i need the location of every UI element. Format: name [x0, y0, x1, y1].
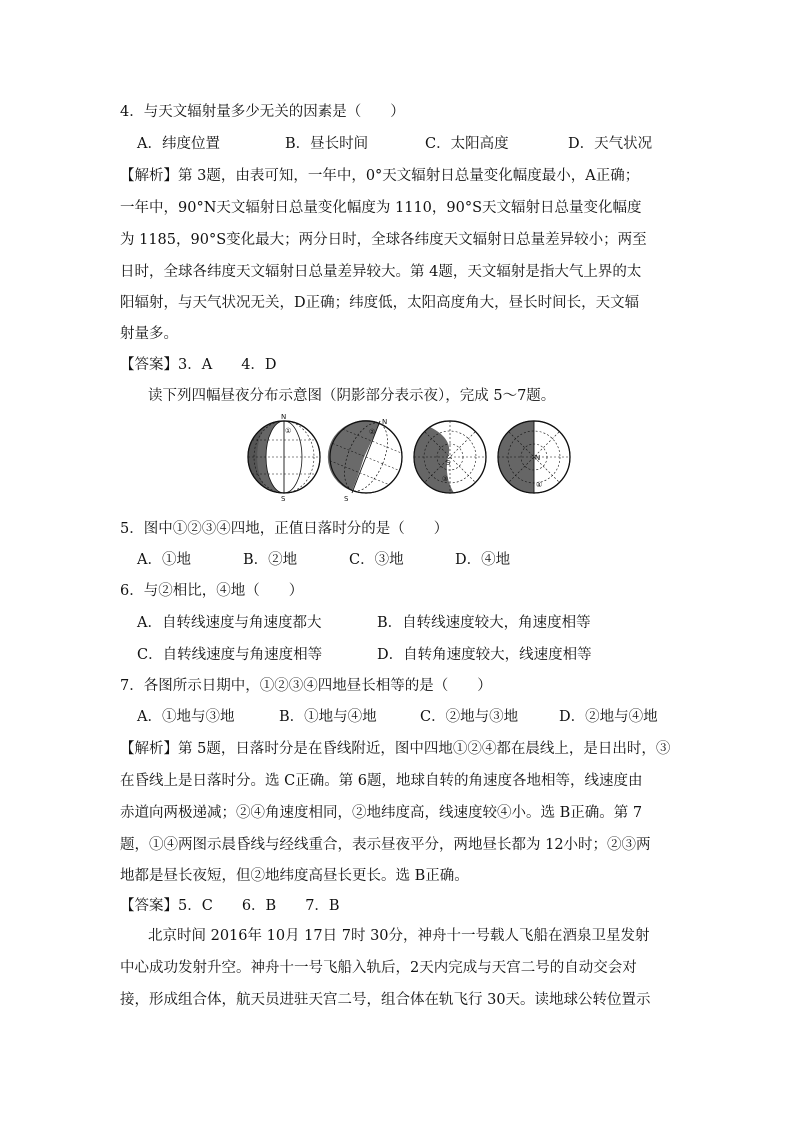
- q4-option-a: A．纬度位置: [137, 136, 220, 152]
- globe2-point-2-label: ②: [369, 428, 376, 436]
- para3-line-3: 接，形成组合体，航天员进驻天宫二号，组合体在轨飞行 30天。读地球公转位置示: [120, 992, 651, 1008]
- day-night-diagram-svg: [244, 412, 580, 502]
- globe1-south-label: S: [281, 495, 286, 502]
- q7-stem: 7．各图所示日期中，①②③④四地昼长相等的是（ ）: [120, 678, 492, 694]
- q4-option-d: D．天气状况: [568, 136, 653, 152]
- q7-option-c: C．②地与③地: [420, 709, 519, 725]
- globe-1: [248, 413, 320, 502]
- analysis2-line-5: 地都是昼长夜短，但②地纬度高昼长更长。选 B正确。: [120, 868, 469, 884]
- globe3-point-3-label: ③: [442, 475, 449, 483]
- globe-4: [498, 421, 570, 493]
- q7-option-d: D．②地与④地: [559, 709, 658, 725]
- analysis2-line-2: 在昏线上是日落时分。选 C正确。第 6题，地球自转的角速度各地相等，线速度由: [120, 773, 643, 789]
- q6-option-a: A．自转线速度与角速度都大: [137, 615, 322, 631]
- globe1-north-label: N: [281, 413, 287, 421]
- analysis1-line-1: 【解析】第 3题，由表可知，一年中，0°天文辐射日总量变化幅度最小，A正确；: [120, 168, 640, 184]
- day-night-figure: [244, 412, 580, 502]
- analysis1-line-5: 阳辐射，与天气状况无关，D正确；纬度低，太阳高度角大，昼长时间长，天文辐: [120, 295, 640, 311]
- analysis1-line-3: 为 1185，90°S变化最大；两分日时，全球各纬度天文辐射日总量差异较小；两至: [120, 232, 647, 248]
- q5-stem: 5．图中①②③④四地，正值日落时分的是（ ）: [120, 521, 449, 537]
- q7-option-a: A．①地与③地: [137, 709, 235, 725]
- globe4-point-4-label: ④: [536, 481, 543, 489]
- analysis1-line-2: 一年中，90°N天文辐射日总量变化幅度为 1110，90°S天文辐射日总量变化幅度: [120, 200, 642, 216]
- analysis1-line-6: 射量多。: [120, 326, 178, 342]
- globe2-south-label: S: [344, 495, 349, 502]
- q4-option-b: B．昼长时间: [285, 136, 369, 152]
- analysis2-line-4: 题，①④两图示晨昏线与经线重合，表示昼夜平分，两地昼长都为 12小时；②③两: [120, 837, 651, 853]
- answer-2: 【答案】5．C 6．B 7．B: [120, 898, 340, 914]
- analysis1-line-4: 日时，全球各纬度天文辐射日总量差异较大。第 4题，天文辐射是指大气上界的太: [120, 264, 642, 280]
- answer-1: 【答案】3．A 4．D: [120, 357, 277, 373]
- q5-option-b: B．②地: [243, 552, 298, 568]
- intro-5-7: 读下列四幅昼夜分布示意图（阴影部分表示夜），完成 5～7题。: [148, 388, 556, 404]
- q6-stem: 6．与②相比，④地（ ）: [120, 583, 304, 599]
- q6-option-c: C．自转线速度与角速度相等: [137, 647, 323, 663]
- globe3-south-pole-label: S: [446, 459, 451, 467]
- q4-stem: 4．与天文辐射量多少无关的因素是（ ）: [120, 104, 405, 120]
- q6-option-b: B．自转线速度较大，角速度相等: [377, 615, 591, 631]
- analysis2-line-1: 【解析】第 5题，日落时分是在昏线附近，图中四地①②④都在晨线上，是日出时，③: [120, 741, 671, 757]
- globe2-north-label: N: [382, 418, 388, 426]
- globe1-point-1-label: ①: [285, 427, 292, 435]
- q4-option-c: C．太阳高度: [425, 136, 509, 152]
- para3-line-1: 北京时间 2016年 10月 17日 7时 30分，神舟十一号载人飞船在酒泉卫星发射: [148, 928, 650, 944]
- q6-option-d: D．自转角速度较大，线速度相等: [377, 647, 592, 663]
- globe4-north-pole-label: N: [535, 454, 541, 462]
- q7-option-b: B．①地与④地: [279, 709, 377, 725]
- globe-3: [413, 421, 486, 493]
- analysis2-line-3: 赤道向两极递减；②④角速度相同，②地纬度高，线速度较④小。选 B正确。第 7: [120, 805, 643, 821]
- q5-option-c: C．③地: [349, 552, 404, 568]
- globe-2: [328, 417, 402, 502]
- para3-line-2: 中心成功发射升空。神舟十一号飞船入轨后，2天内完成与天宫二号的自动交会对: [120, 960, 637, 976]
- q5-option-a: A．①地: [137, 552, 191, 568]
- q5-option-d: D．④地: [455, 552, 511, 568]
